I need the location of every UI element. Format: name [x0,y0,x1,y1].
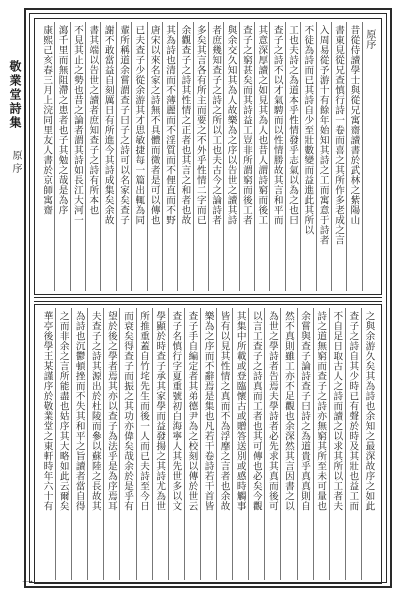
column-rule [329,308,330,580]
text-column: 查子之詩不以才氣騁而以性情勝故其言和平而 [271,25,283,225]
column-rule [70,22,71,291]
text-column: 書東見從兄查慎行詩一卷而喜之其所作多老成之言 [333,25,345,245]
text-column: 不自足日取古人之詩而讀之以求其所以工者夫 [331,311,343,511]
text-column: 唐宋以來名家之詩無不具體而微者是可以傳也 [148,25,160,225]
preface-heading: 原序 [363,29,375,50]
text-column: 工也夫詩之為道本乎性情發乎志氣以為之也曰 [287,25,298,225]
column-rule [177,22,178,291]
text-column: 已夫查子少從余游其才思敏捷每一篇出輒為同 [133,25,145,225]
column-rule [254,22,255,291]
text-column: 之而非余之言所能盡也姑序其大略如此云爾矣 [57,311,69,511]
text-column: 所推重蓋自竹垞先生而後一人而已夫詩至今日 [138,311,150,511]
column-rule [54,22,55,291]
column-rule [85,22,86,291]
column-rule [200,308,201,580]
text-column: 以言工查子之詩真而工者也其可傳也必矣今觀 [250,311,262,511]
page-frame [24,8,392,588]
text-column: 不見其止之勢也昔之論者謂其詩如長江大河一 [71,25,83,225]
column-rule [280,308,281,580]
column-rule [136,308,137,580]
text-column: 學顯於時查子承其家學而益發揚之其詩尤為世 [154,311,166,511]
column-rule [285,22,286,291]
column-rule [119,308,120,580]
text-column: 查子之窮甚矣而其詩益工豈非所謂窮而後工者 [240,25,252,225]
column-rule [362,22,363,291]
column-rule [223,22,224,291]
column-rule [239,22,240,291]
column-rule [331,22,332,291]
fold-band [34,297,382,302]
column-rule [208,22,209,291]
column-rule [193,22,194,291]
column-rule [168,308,169,580]
text-column: 查子名慎行字夏重號初白海寧人其先世多以文 [170,311,182,511]
text-column: 余觀查子之詩其性情之正者也其言之和者也故 [179,25,191,225]
text-column: 多矣其言各有所主而要之不外乎性情二字而已 [194,25,206,225]
column-rule [55,308,56,580]
column-rule [300,22,301,291]
column-rule [216,308,217,580]
column-rule [147,22,148,291]
folio-number: 一 [22,577,33,589]
text-column: 昔從侍讀學士與從兄寓齋讀書於武林之紫陽山 [348,25,360,225]
text-column: 為世之學詩者告焉夫學詩者必先求其真而後可 [266,311,278,511]
text-column: 不徒為詩而已其詩自少至壯數變而益進此其所以 [302,25,314,235]
column-rule [103,308,104,580]
column-rule [269,22,270,291]
text-column: 然不真則雖工亦不足觀也余深然其言因書之以 [282,311,294,511]
text-column: 書其端以告世之讀者庶知查子之詩有所本也 [87,25,99,215]
text-column: 其集中所載或登臨懷古或贈答送別或感時觸事 [234,311,246,511]
text-column: 夫查子之詩其源出於杜陵而參以蘇陸之長故其 [89,311,101,511]
text-column: 之與余游久矣其為詩也余知之最深故序之如此 [363,311,375,511]
column-rule [248,308,249,580]
column-rule [162,22,163,291]
text-column: 而衰矣得查子而振之其功亦偉矣哉余於是乎有 [122,311,134,511]
column-rule [184,308,185,580]
column-rule [316,22,317,291]
bottom-leaf [34,304,382,584]
text-column: 與余交久知其為人故樂為之序以告世之讀其詩 [225,25,237,225]
column-rule [297,308,298,580]
text-column: 余嘗與查子論詩查子曰詩之為道貴乎真真則自 [299,311,311,511]
column-rule [264,308,265,580]
column-rule [87,308,88,580]
text-column: 為詩也沉鬱頓挫而不失其和平之旨讀者當自得 [73,311,85,511]
column-rule [361,308,362,580]
text-column: 樂為之序而不辭焉是集也凡若干卷詩若干首皆 [202,311,214,511]
text-column: 者庶幾知查子之詩之所以工也夫古今之論詩者 [210,25,222,225]
column-rule [346,22,347,291]
book-title: 敬業堂詩集 [8,60,22,130]
column-rule [100,22,101,291]
text-column: 輩所稱道余嘗謂查子曰子之詩可以名家矣查子 [118,25,129,225]
column-rule [116,22,117,291]
text-column: 康熙己亥春三月上浣同里友人書於京師寓齋 [41,25,53,215]
section-label: 原序 [10,150,21,176]
column-rule [345,308,346,580]
text-column: 望於後之學者焉其亦以查子為法乎是為序焉耳 [105,311,117,511]
column-rule [232,308,233,580]
text-column: 其為詩也清而不薄麗而不淫質而不俚直而不野 [164,25,176,225]
text-column: 其意深厚讀之如見其為人也昔人謂詩窮而後工 [256,25,268,225]
text-column: 入周易從予游十有餘年始知其詩之工而寓意于詩者 [317,25,329,245]
column-rule [152,308,153,580]
text-column: 瀉千里而無阻滯之患者也子其勉之哉是為序 [56,25,68,215]
text-column: 謝不敢當益自刻厲日有所進今其詩成集矣余故 [102,25,114,225]
text-column: 華亭後學王某謹序於敬業堂之東軒時年六十有 [41,311,53,511]
text-column: 詩之道無窮而查子之詩亦無窮其所至未可量也 [315,311,327,511]
top-leaf [34,18,382,295]
text-column: 查子之詩自其少時已有聲於時及其壯也益工而 [347,311,359,511]
column-rule [71,308,72,580]
inner-border [29,13,387,583]
text-column: 查子手自編定者其弟德尹為之校刻以傳於世云 [186,311,198,511]
text-column: 皆有以見其性情之真而不為浮靡之言者也余故 [218,311,230,511]
column-rule [131,22,132,291]
column-rule [313,308,314,580]
